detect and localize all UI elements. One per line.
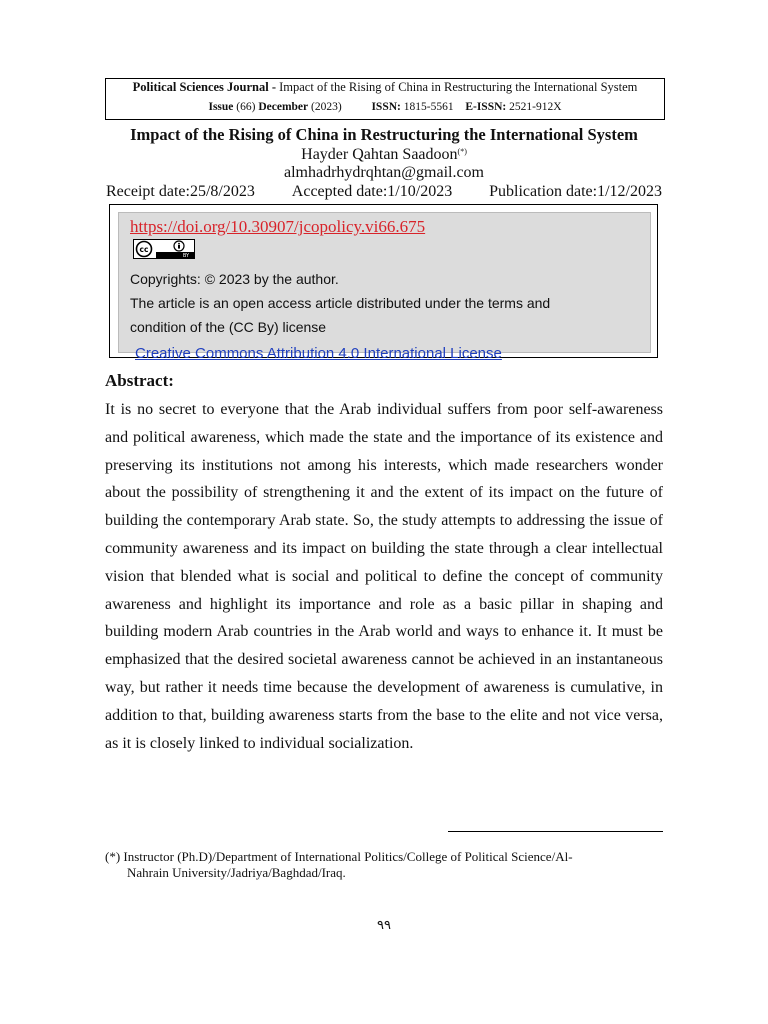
footnote [105,849,663,881]
abstract-heading: Abstract: [105,371,174,390]
license-condition-text: condition of the (CC By) license [130,319,327,335]
footnote-line-2: Nahrain University/Jadriya/Baghdad/Iraq. [127,865,346,880]
issn-value: 1815-5561 [403,101,454,113]
publication-date: Publication date:1/12/2023 [489,183,662,200]
dates-row [106,183,662,201]
doi-link[interactable]: https://doi.org/10.30907/jcopolicy.vi66.675 [130,217,426,236]
svg-text:BY: BY [182,253,190,258]
license-box [109,204,658,362]
issue-label: Issue [208,101,234,113]
journal-name: Political Sciences Journal - [132,80,276,94]
author-footnote-marker[interactable]: (*) [457,147,467,156]
paper-title: Impact of the Rising of China in Restructuring the International System [130,125,638,144]
license-panel [118,212,651,362]
abstract-body: It is no secret to everyone that the Arab individual suffers from poor self-awareness and political awareness, which made the state and the importance of its existence and preserving its institutions not among his interests, which made researchers wonder about the possibility of strengthening it and the extent of its impact on the future of building the contemporary Arab state. So, the study attempts to addressing the issue of community awareness and its impact on building the state through a clear intellectual vision that blended what is social and political to define the concept of community awareness and highlight its importance and role as a basic pillar in shaping and building modern Arab countries in the Arab world and ways to enhance it. It must be emphasized that the desired societal awareness cannot be achieved in an instantaneous way, but rather it needs time because the development of awareness is cumulative, in addition to that, building awareness starts from the base to the elite and not vice versa, as it is closely linked to individual socialization. [105,401,663,752]
header-issue-line [106,101,664,113]
issn-label: ISSN: [371,101,401,113]
page-number: ٩٩ [377,918,391,933]
cc-license-link[interactable]: Creative Commons Attribution 4.0 International License [135,345,502,362]
journal-header [105,78,665,120]
eissn-value: 2521-912X [509,101,562,113]
cc-by-icon[interactable] [133,239,195,259]
author-name: Hayder Qahtan Saadoon [301,146,458,163]
svg-text:cc: cc [139,245,149,254]
footnote-divider [448,831,663,832]
accepted-date: Accepted date:1/10/2023 [291,183,453,200]
journal-article-title: Impact of the Rising of China in Restructuring the International System [279,80,638,94]
issue-year: (2023) [311,101,342,113]
issue-value: (66) [236,101,256,113]
header-journal-line [106,80,664,95]
eissn-label: E-ISSN: [465,101,507,113]
receipt-date: Receipt date:25/8/2023 [106,183,255,200]
author-line [0,146,768,164]
copyright-text: Copyrights: © 2023 by the author. [130,271,339,287]
issue-month: December [258,101,309,113]
license-terms-text: The article is an open access article distributed under the terms and [130,295,551,311]
footnote-line-1: (*) Instructor (Ph.D)/Department of International Politics/College of Political Science/Al- [105,849,573,864]
author-email: almhadrhydrqhtan@gmail.com [283,164,484,181]
